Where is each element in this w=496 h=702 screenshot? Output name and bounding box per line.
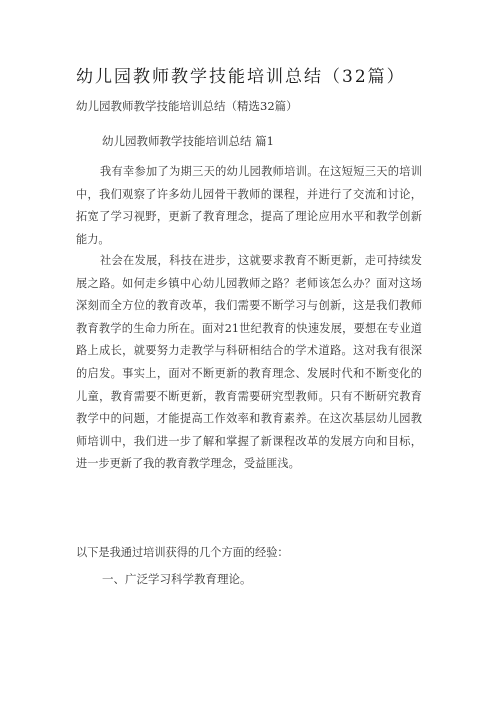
paragraph-3: 以下是我通过培训获得的几个方面的经验： xyxy=(76,546,289,559)
subsection-heading-1: 一、广泛学习科学教育理论。 xyxy=(102,572,252,586)
paragraph-2: 社会在发展，科技在进步，这就要求教育不断更新，走可持续发展之路。如何走乡镇中心幼儿园教师之路？老师该怎么办？面对这场深刻而全方位的教育改革，我们需要不断学习与创新，这是我们教师教育教学的生命力所在。面对21世纪教育的快速发展，要想在专业道路上成长，就要努力走教学与科研相结合的学术道路。这对我有很深的启发。事实上，面对不断更新的教育理念、发展时代和不断变化的儿童，教育需要不断更新，教育需要研究型教师。只有不断研究教育教学中的问题，才能提高工作效率和教育素养。在这次基层幼儿园教师培训中，我们进一步了解和掌握了新课程改革的发展方向和目标，进一步更新了我的教育教学理念，受益匪浅。 xyxy=(76,254,422,471)
document-title: 幼儿园教师教学技能培训总结（32篇） xyxy=(76,67,406,87)
section-heading: 幼儿园教师教学技能培训总结 篇1 xyxy=(102,134,274,148)
document-subtitle: 幼儿园教师教学技能培训总结（精选32篇） xyxy=(76,99,298,113)
paragraph-1: 我有幸参加了为期三天的幼儿园教师培训。在这短短三天的培训中，我们观察了许多幼儿园骨干教师的课程，并进行了交流和讨论，拓宽了学习视野，更新了教育理念，提高了理论应用水平和教学创新能力。 xyxy=(76,165,422,246)
